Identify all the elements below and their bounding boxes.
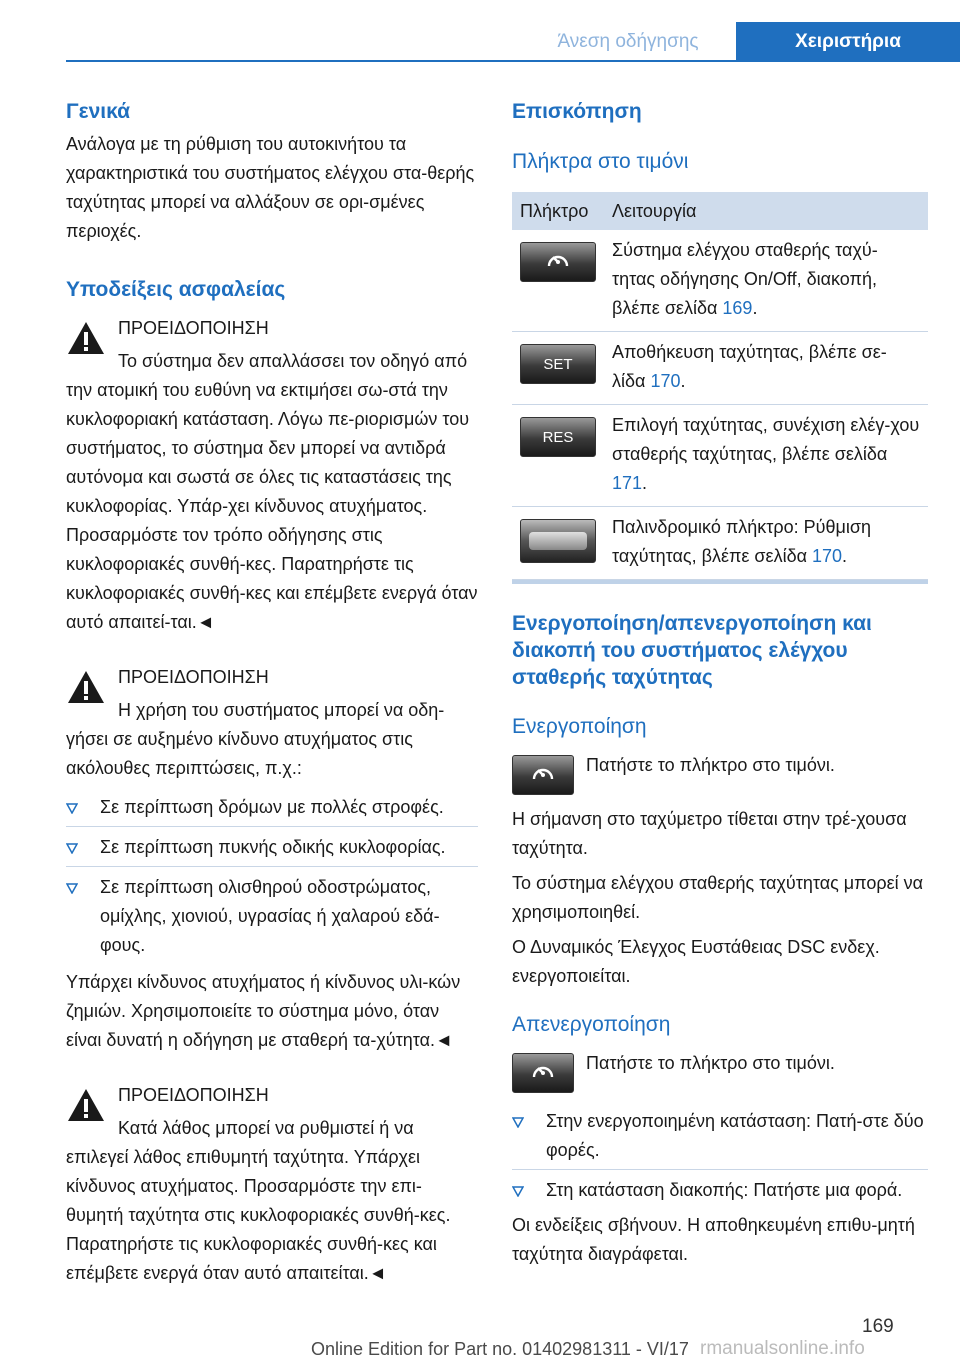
watermark: rmanualsonline.info — [700, 1338, 865, 1359]
table-row — [512, 405, 928, 507]
page-link[interactable]: 170 — [650, 371, 681, 391]
general-heading: Γενικά — [66, 100, 131, 123]
list-item-text: Στη κατάσταση διακοπής: Πατήστε μια φορά. — [546, 1180, 903, 1200]
overview-heading: Επισκόπηση — [512, 100, 642, 123]
cruise-control-icon — [512, 755, 574, 795]
warning-triangle-icon — [66, 320, 106, 356]
list-divider — [512, 1169, 928, 1170]
page-link[interactable]: 171 — [612, 473, 643, 493]
activation-step — [512, 751, 928, 795]
rocker-switch-icon — [520, 519, 596, 563]
table-row — [512, 230, 928, 332]
activation-step-text: Πατήστε το πλήκτρο στο τιμόνι. — [586, 755, 835, 775]
table-header-key: Πλήκτρο — [512, 192, 604, 230]
res-key-icon: RES — [520, 417, 596, 457]
warning-1-text: Το σύστημα δεν απαλλάσσει τον οδηγό από την ατομική του ευθύνη να εκτιμήσει σω-στά την κυκλοφοριακή κατάσταση. Λόγω πε-ριορισμών του συστήματος, το σύστημα δεν μπορεί να αντιδρά αυτόνομα και σωστά σε όλες τις καταστάσεις της κυκλοφορίας. Υπάρ-χει κίνδυνος ατυχήματος. Προσαρμόστε τον τρόπο οδήγησης στις κυκλοφοριακές συνθή-κες. Παρατηρήστε τις κυκλοφοριακές συνθή-κες και επέμβετε ενεργά όταν αυτό απαιτεί-ται.◄ — [66, 351, 478, 632]
triangle-bullet-icon — [512, 1117, 524, 1128]
list-item — [66, 793, 478, 822]
triangle-bullet-icon — [512, 1186, 524, 1197]
list-item — [66, 873, 478, 960]
general-text: Ανάλογα με τη ρύθμιση του αυτοκινήτου τα χαρακτηριστικά του συστήματος ελέγχου στα-θερής ταχύτητας μπορεί να αλλάξουν σε ορι-σμένες περιοχές. — [66, 134, 475, 241]
left-column — [66, 98, 478, 1288]
row-3-text: Επιλογή ταχύτητας, συνέχιση ελέγ-χου σταθερής ταχύτητας, βλέπε σελίδα — [612, 415, 920, 464]
warning-2-title: ΠΡΟΕΙΔΟΠΟΙΗΣΗ — [118, 667, 269, 687]
right-column — [512, 98, 928, 1269]
triangle-bullet-icon — [66, 843, 78, 854]
list-item — [512, 1107, 928, 1165]
list-item — [512, 1176, 928, 1205]
row-3-end: . — [642, 473, 648, 493]
warning-block-3 — [66, 1081, 478, 1288]
triangle-bullet-icon — [66, 803, 78, 814]
safety-heading: Υποδείξεις ασφαλείας — [66, 278, 286, 301]
page-number: 169 — [862, 1316, 894, 1337]
table-cell-function — [604, 405, 928, 507]
list-item-text: Σε περίπτωση πυκνής οδικής κυκλοφορίας. — [100, 837, 446, 857]
deactivation-heading: Απενεργοποίηση — [512, 1013, 671, 1036]
table-row — [512, 332, 928, 405]
warning-triangle-icon — [66, 1087, 106, 1123]
on-off-heading: Ενεργοποίηση/απενεργοποίηση και διακοπή του συστήματος ελέγχου σταθερής ταχύτητας — [512, 612, 872, 689]
deactivation-after: Οι ενδείξεις σβήνουν. Η αποθηκευμένη επιθυ-μητή ταχύτητα διαγράφεται. — [512, 1215, 915, 1264]
row-2-text: Αποθήκευση ταχύτητας, βλέπε σε-λίδα — [612, 342, 887, 391]
row-1-end: . — [752, 298, 758, 318]
deactivation-step-text: Πατήστε το πλήκτρο στο τιμόνι. — [586, 1053, 835, 1073]
set-key-icon: SET — [520, 344, 596, 384]
header-rule — [66, 60, 960, 62]
header-chapter-tab: Χειριστήρια — [736, 22, 960, 62]
warning-3-title: ΠΡΟΕΙΔΟΠΟΙΗΣΗ — [118, 1085, 269, 1105]
page-link[interactable]: 169 — [722, 298, 753, 318]
table-row — [512, 507, 928, 580]
steering-keys-heading: Πλήκτρα στο τιμόνι — [512, 150, 689, 173]
warning-2-list — [66, 793, 478, 960]
cruise-control-icon — [512, 1053, 574, 1093]
table-bottom-rule — [512, 580, 928, 584]
warning-3-text: Κατά λάθος μπορεί να ρυθμιστεί ή να επιλεγεί λάθος επιθυμητή ταχύτητα. Υπάρχει κίνδυνος ατυχήματος. Προσαρμόστε την επι-θυμητή ταχύτητα στις κυκλοφοριακές συνθή-κες. Παρατηρήστε τις κυκλοφοριακές συνθή-κες και επέμβετε ενεργά όταν αυτό απαιτείται.◄ — [66, 1118, 451, 1283]
page-link[interactable]: 170 — [812, 546, 843, 566]
list-item-text: Στην ενεργοποιημένη κατάσταση: Πατή-στε δύο φορές. — [546, 1111, 924, 1160]
list-item — [66, 833, 478, 862]
row-2-end: . — [680, 371, 686, 391]
table-cell-function — [604, 507, 928, 580]
deactivation-list — [512, 1107, 928, 1205]
table-header-function: Λειτουργία — [604, 192, 928, 230]
edition-note: Online Edition for Part no. 01402981311 - VI/17 — [311, 1339, 689, 1359]
warning-2-after: Υπάρχει κίνδυνος ατυχήματος ή κίνδυνος υλι-κών ζημιών. Χρησιμοποιείτε το σύστημα μόνο, όταν είναι δυνατή η οδήγηση με σταθερή τα-χύτητα.◄ — [66, 972, 461, 1050]
activation-p3: Ο Δυναμικός Έλεγχος Ευστάθειας DSC ενδεχ. ενεργοποιείται. — [512, 937, 880, 986]
table-cell-function — [604, 332, 928, 405]
row-4-text: Παλινδρομικό πλήκτρο: Ρύθμιση ταχύτητας, βλέπε σελίδα — [612, 517, 871, 566]
cruise-control-icon — [520, 242, 596, 282]
list-divider — [66, 866, 478, 867]
warning-triangle-icon — [66, 669, 106, 705]
header-section-tab: Άνεση οδήγησης — [557, 31, 699, 52]
keys-table — [512, 192, 928, 580]
warning-2-text: Η χρήση του συστήματος μπορεί να οδη-γήσει σε αυξημένο κίνδυνο ατυχήματος στις ακόλουθες περιπτώσεις, π.χ.: — [66, 700, 445, 778]
warning-block-2 — [66, 663, 478, 783]
row-4-end: . — [842, 546, 848, 566]
activation-p1: Η σήμανση στο ταχύμετρο τίθεται στην τρέ-χουσα ταχύτητα. — [512, 809, 907, 858]
activation-p2: Το σύστημα ελέγχου σταθερής ταχύτητας μπορεί να χρησιμοποιηθεί. — [512, 873, 924, 922]
triangle-bullet-icon — [66, 883, 78, 894]
list-item-text: Σε περίπτωση ολισθηρού οδοστρώματος, ομίχλης, χιονιού, υγρασίας ή χαλαρού εδά-φους. — [100, 877, 440, 955]
table-cell-function — [604, 230, 928, 332]
row-1-text: Σύστημα ελέγχου σταθερής ταχύ-τητας οδήγησης On/Off, διακοπή, βλέπε σελίδα — [612, 240, 878, 318]
warning-1-title: ΠΡΟΕΙΔΟΠΟΙΗΣΗ — [118, 318, 269, 338]
warning-block-1 — [66, 314, 478, 637]
list-divider — [66, 826, 478, 827]
list-item-text: Σε περίπτωση δρόμων με πολλές στροφές. — [100, 797, 444, 817]
activation-heading: Ενεργοποίηση — [512, 715, 647, 738]
deactivation-step — [512, 1049, 928, 1093]
